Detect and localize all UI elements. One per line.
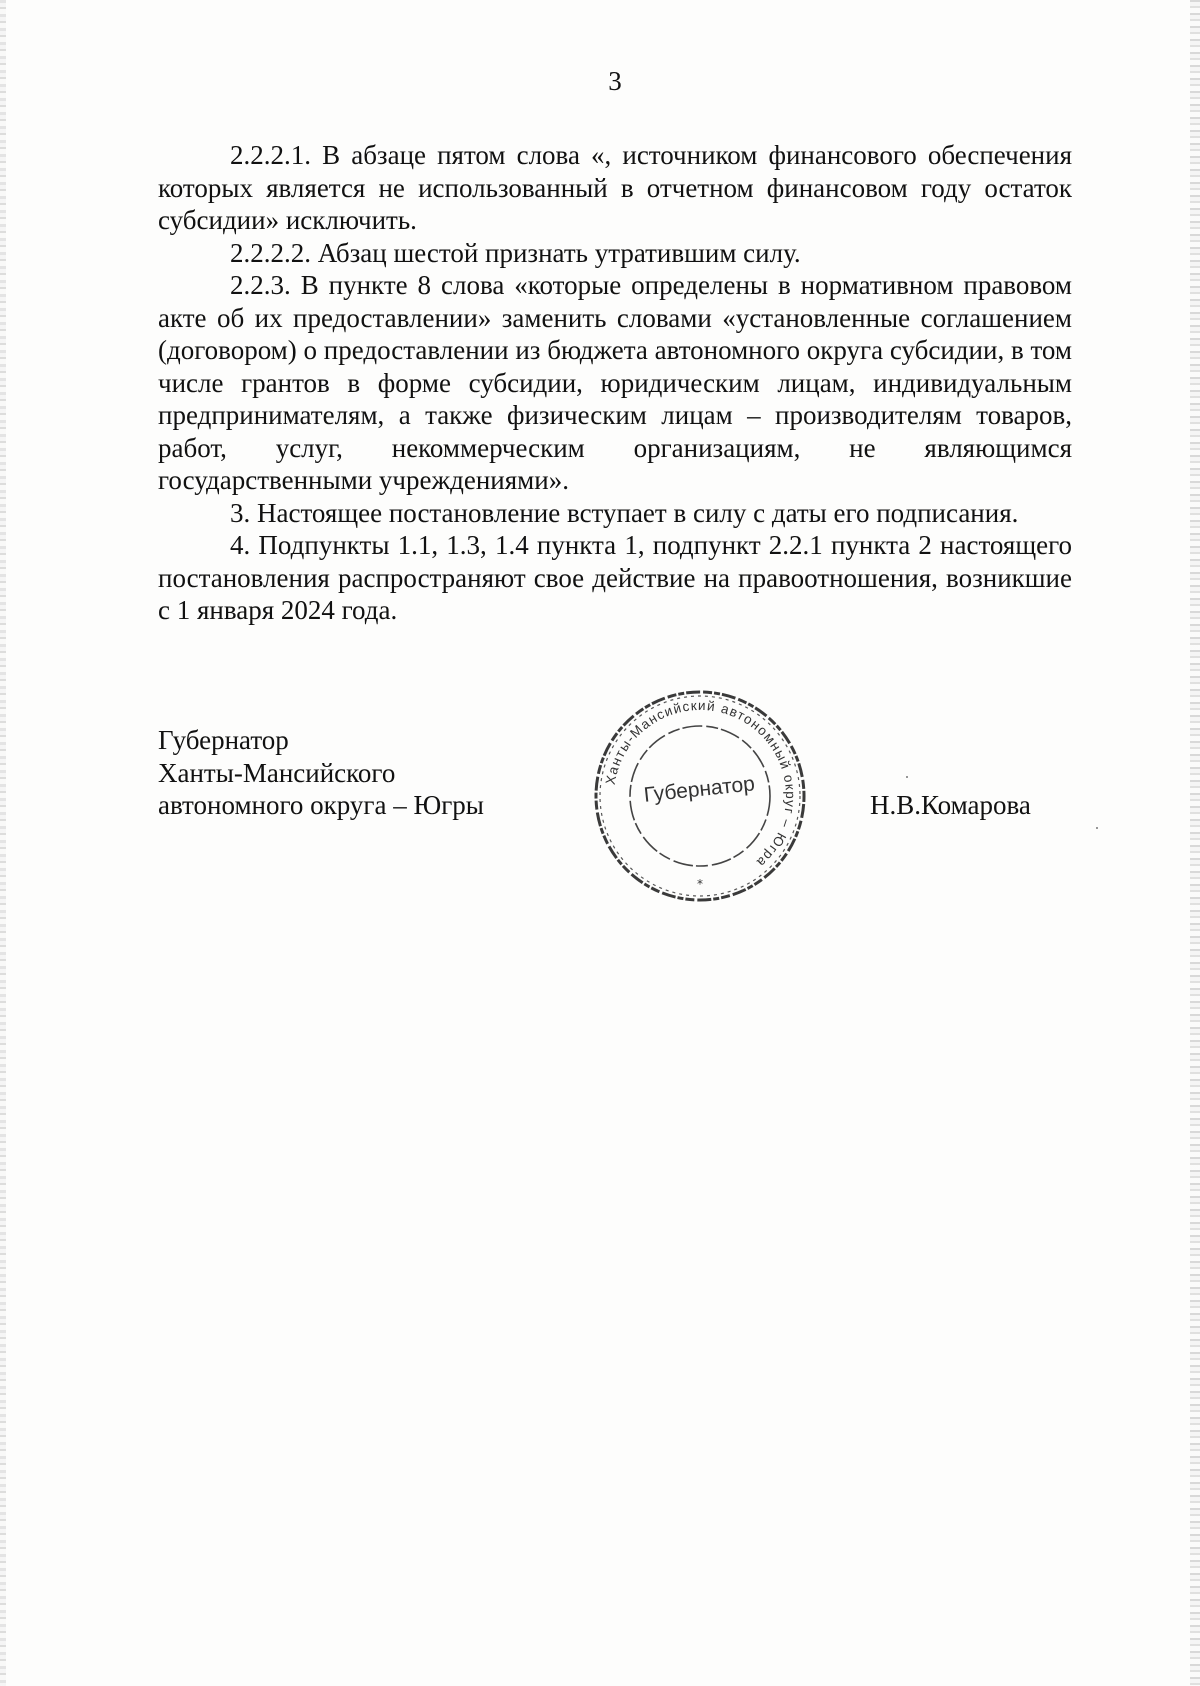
scan-speck — [906, 776, 908, 778]
paragraph-2-2-3: 2.2.3. В пункте 8 слова «которые определены в нормативном правовом акте об их предоставлении» заменить словами «установленные соглашением (договором) о предоставлении из бюджета автономного округа субсидии, в том числе грантов в форме субсидии, юридическим лицам, индивидуальным предпринимателям, а также физическим лицам – производителям товаров, работ, услуг, некоммерческим организациям, не являющимся государственными учреждениями». — [158, 270, 1072, 495]
signatory-name: Н.В.Комарова — [870, 790, 1031, 820]
signatory-position-line: Ханты-Мансийского — [158, 757, 396, 788]
signatory-position-line: автономного округа – Югры — [158, 790, 484, 820]
signatory-position — [158, 724, 484, 822]
official-seal — [586, 682, 814, 910]
paragraph-2-2-2-2: 2.2.2.2. Абзац шестой признать утратившим силу. — [230, 237, 801, 268]
signatory-position-line: Губернатор — [158, 725, 289, 755]
seal-star-icon: * — [697, 877, 703, 891]
scan-speck — [1096, 827, 1098, 829]
seal-center-text: Губернатор — [642, 772, 756, 807]
paragraph-4: 4. Подпункты 1.1, 1.3, 1.4 пункта 1, подпункт 2.2.1 пункта 2 настоящего постановления распространяют свое действие на правоотношения, возникшие с 1 января 2024 года. — [158, 530, 1072, 625]
scan-edge-left — [0, 0, 6, 1686]
paragraph-3: 3. Настоящее постановление вступает в силу с даты его подписания. — [230, 497, 1019, 528]
paragraph-2-2-2-1: 2.2.2.1. В абзаце пятом слова «, источником финансового обеспечения которых является не использованный в отчетном финансовом году остаток субсидии» исключить. — [158, 140, 1072, 235]
seal-ring-text-path: Ханты-Мансийский автономный округ – Югра — [602, 697, 799, 871]
document-body — [158, 139, 1072, 627]
page-number: 3 — [608, 66, 622, 96]
scan-edge-right — [1190, 0, 1200, 1686]
